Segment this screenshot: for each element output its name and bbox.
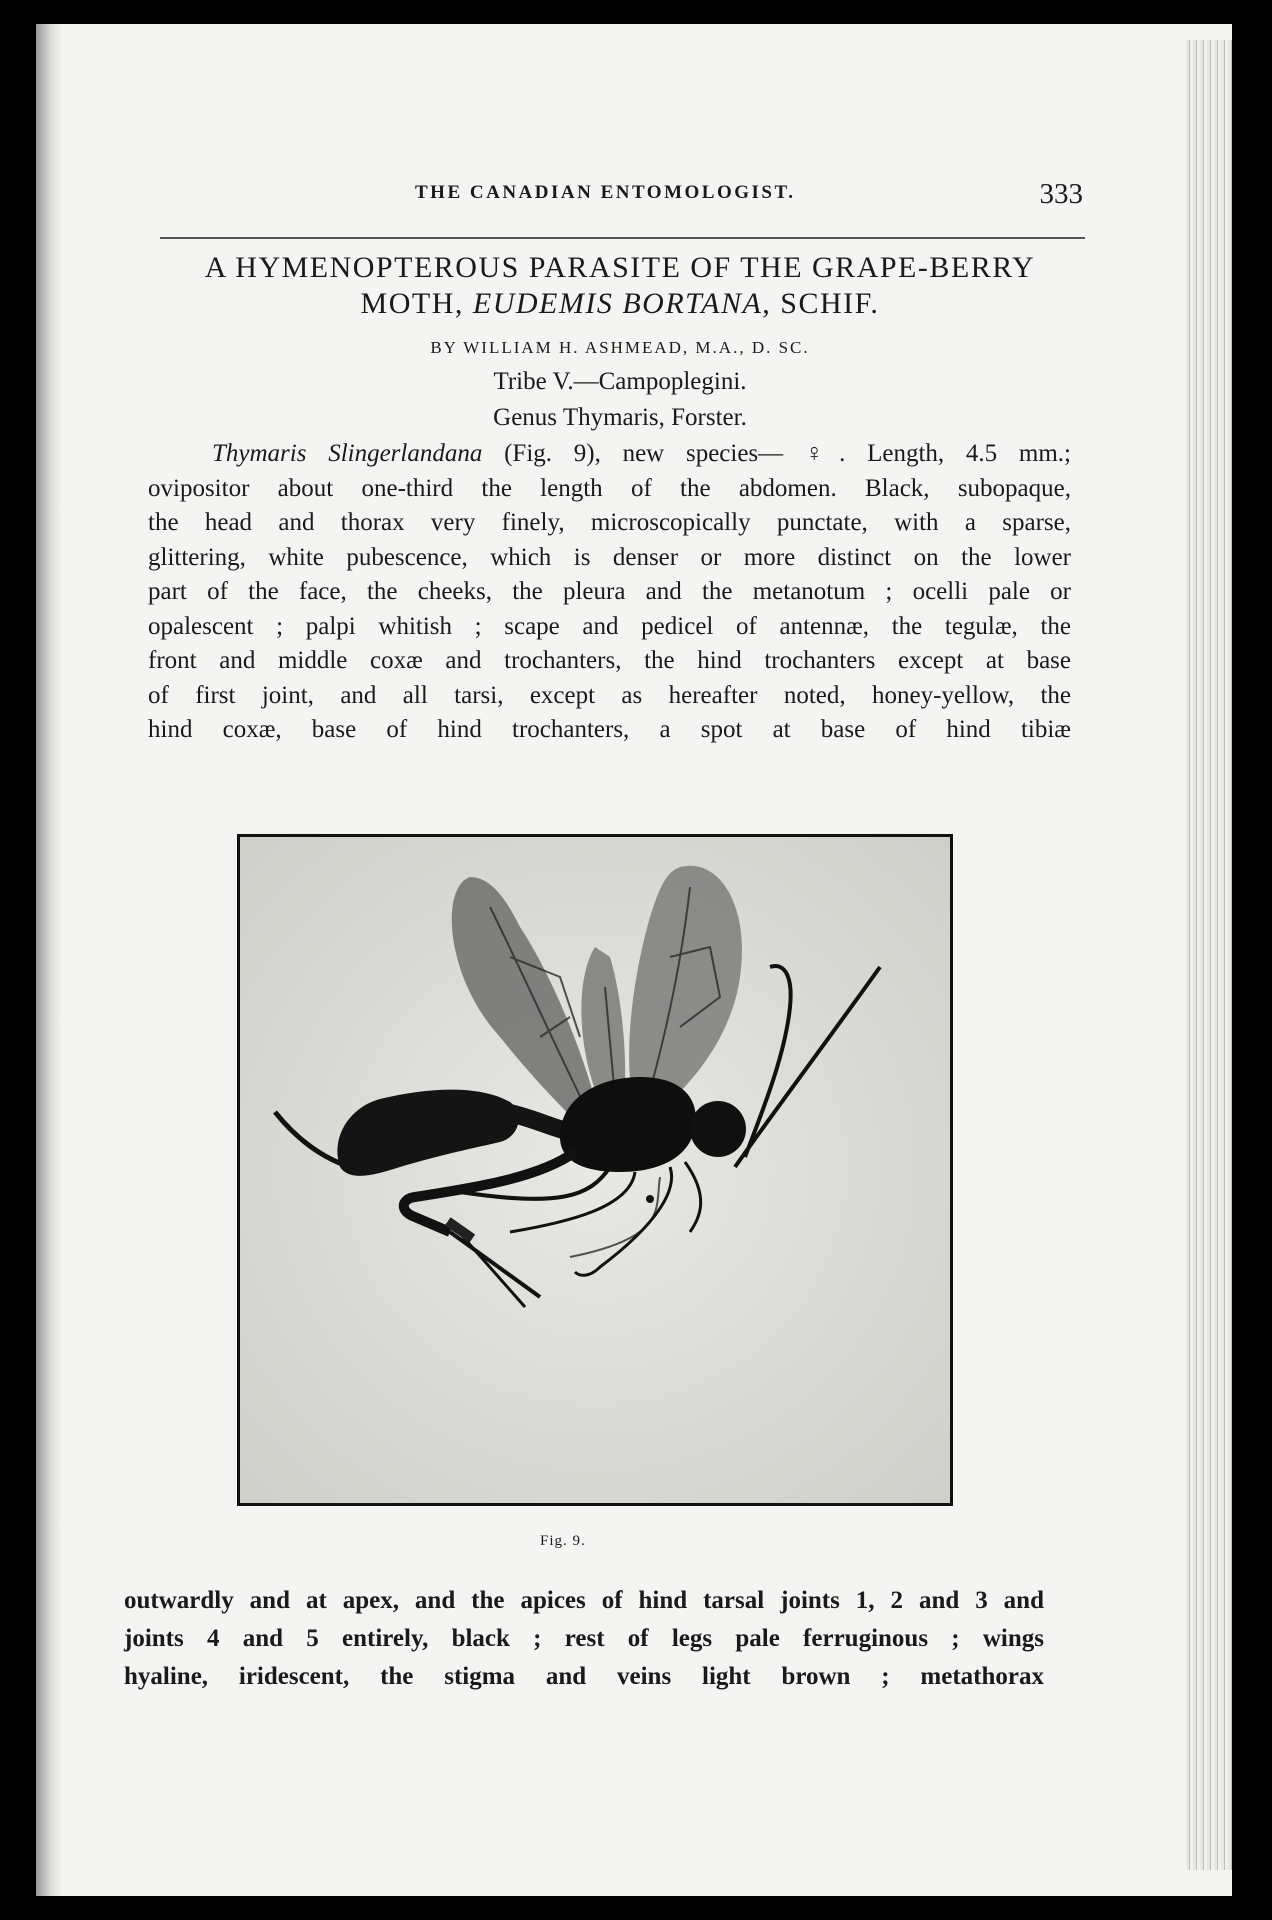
title-line-2 [140,286,1100,322]
paragraph-line: the head and thorax very finely, microscopically punctate, with a sparse, [148,509,1071,536]
page-gutter [36,24,62,1896]
page-number: 333 [1039,178,1083,210]
page-edges [1186,40,1232,1870]
paragraph-line: outwardly and at apex, and the apices of hind tarsal joints 1, 2 and 3 and [124,1587,1044,1614]
paragraph-line: of first joint, and all tarsi, except as hereafter noted, honey-yellow, the [148,681,1071,709]
paragraph-line: part of the face, the cheeks, the pleura and the metanotum ; ocelli pale or [148,578,1071,605]
paragraph-line: hyaline, iridescent, the stigma and veins light brown ; metathorax [124,1663,1044,1690]
title-prefix: MOTH, [360,287,473,320]
species-name: Thymaris Slingerlandana [212,440,483,467]
wasp-illustration [240,837,950,1503]
paragraph-line: glittering, white pubescence, which is denser or more distinct on the lower [148,543,1071,571]
paragraph-line: ovipositor about one-third the length of the abdomen. Black, subopaque, [148,474,1071,502]
paragraph-line: joints 4 and 5 entirely, black ; rest of legs pale ferruginous ; wings [124,1625,1044,1652]
paragraph-line: Thymaris Slingerlandana (Fig. 9), new species— ♀. Length, 4.5 mm.; [212,440,1071,467]
title-suffix: , SCHIF. [762,287,880,320]
figure-wasp-photo [237,834,953,1506]
paragraph-line: opalescent ; palpi whitish ; scape and pedicel of antennæ, the tegulæ, the [148,612,1071,640]
paragraph-line: hind coxæ, base of hind trochanters, a spot at base of hind tibiæ [148,716,1071,743]
genus-heading: Genus Thymaris, Forster. [493,404,747,431]
title-line-1: A HYMENOPTEROUS PARASITE OF THE GRAPE-BERRY [204,251,1036,284]
author-byline: BY WILLIAM H. ASHMEAD, M.A., D. SC. [430,338,810,357]
paragraph-line: front and middle coxæ and trochanters, the hind trochanters except at base [148,647,1071,674]
header-rule [160,237,1085,239]
page-header [160,178,1085,222]
figure-caption: Fig. 9. [540,1533,586,1549]
title-species: EUDEMIS BORTANA [472,287,763,320]
paragraph-1 [148,437,1071,748]
paragraph-2 [124,1582,1044,1696]
running-head: THE CANADIAN ENTOMOLOGIST. [415,182,796,203]
tribe-heading: Tribe V.—Campoplegini. [493,368,747,395]
article-title [140,250,1100,322]
